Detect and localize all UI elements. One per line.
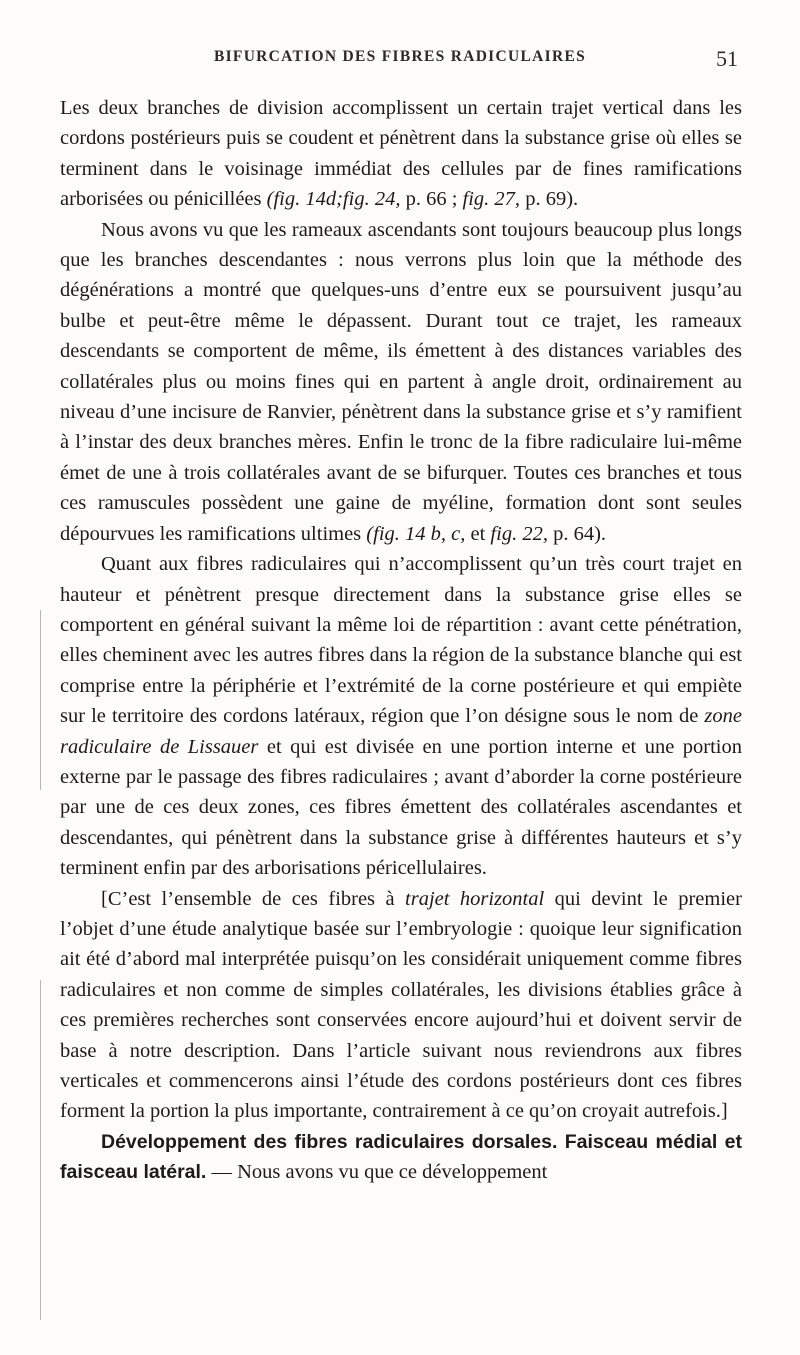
paragraph-text: et (465, 522, 491, 545)
section-heading: Développement des fibres radiculaires dorsales. Faisceau médial et faisceau latéral. (60, 1130, 742, 1184)
paragraph-3 (60, 549, 742, 883)
paragraph-text: Quant aux fibres radiculaires qui n’accomplissent qu’un très court trajet en hauteur et pénètrent presque directement dans la substance grise elles se comportent en général suivant la même loi de répartition : avant cette pénétration, elles cheminent avec les autres fibres dans la région de la substance blanche qui est comprise entre la périphérie et l’extrémité de la corne postérieure et qui empiète sur le territoire des cordons latéraux, région que l’on désigne sous le nom de (60, 553, 742, 728)
figure-reference: fig. 27, (462, 188, 521, 211)
paragraph-4 (60, 884, 742, 1127)
page-reference: p. 66 ; (400, 188, 463, 211)
paragraph-text: — Nous avons vu que ce développement (206, 1161, 548, 1184)
margin-shadow-line (40, 610, 41, 790)
paragraph-text: Les deux branches de division accomplissent un certain trajet vertical dans les cordons postérieurs puis se coudent et pénètrent dans la substance grise où elles se terminent dans le voisinage immédiat des cellules par de fines ramifications arborisées ou pénicillées (60, 97, 742, 211)
paragraph-1 (60, 93, 742, 215)
margin-shadow-line (40, 980, 41, 1320)
term-italic: zone radiculaire de Lissauer (60, 705, 742, 758)
running-head (0, 48, 800, 78)
page-reference: p. 64). (547, 522, 607, 545)
paragraph-text: et qui est divisée en une portion interne et une portion externe par le passage des fibres radiculaires ; avant d’aborder la corne postérieure par une de ces deux zones, ces fibres émettent des collatérales ascendantes et descendantes, qui pénètrent dans la substance grise à différentes hauteurs et s’y terminent enfin par des arborisations péricellulaires. (60, 735, 742, 880)
figure-reference: (fig. 14 b, c, (366, 522, 466, 545)
running-title: BIFURCATION DES FIBRES RADICULAIRES (213, 48, 587, 65)
paragraph-text: qui devint le premier l’objet d’une étude analytique basée sur l’embryologie : quoique leur signification ait été d’abord mal interprétée puisqu’on les considérait uniquement comme fibres radiculaires et non comme de simples collatérales, les divisions établies grâce à ces premières recherches sont conservées encore aujourd’hui et doivent servir de base à notre description. Dans l’article suivant nous reviendrons aux fibres verticales et commencerons ainsi l’étude des cordons postérieurs dont ces fibres forment la portion la plus importante, contrairement à ce qu’on croyait autrefois.] (60, 887, 742, 1123)
paragraph-2 (60, 215, 742, 549)
paragraph-text: Nous avons vu que les rameaux ascendants sont toujours beaucoup plus longs que les branches descendantes : nous verrons plus loin que la méthode des dégénérations a montré que quelques-uns d’entre eux se poursuivent jusqu’au bulbe et peut-être même le dépassent. Durant tout ce trajet, les rameaux descendants se comportent de même, ils émettent à des distances variables des collatérales plus ou moins fines qui en partent à angle droit, ordinairement au niveau d’une incisure de Ranvier, pénètrent dans la substance grise et s’y ramifient à l’instar des deux branches mères. Enfin le tronc de la fibre radiculaire lui-même émet de une à trois collatérales avant de se bifurquer. Toutes ces branches et tous ces ramuscules possèdent une gaine de myéline, formation dont sont seules dépourvues les ramifications ultimes (60, 218, 742, 545)
figure-reference: fig. 22, (490, 522, 548, 545)
figure-reference: (fig. 14d;fig. 24, (266, 188, 401, 211)
page-reference: p. 69). (520, 188, 579, 211)
term-italic: trajet horizontal (405, 887, 545, 910)
paragraph-5 (60, 1127, 742, 1188)
paragraph-text: [C’est l’ensemble de ces fibres à (101, 887, 406, 910)
page-number: 51 (716, 46, 738, 71)
body-text (60, 93, 742, 1188)
